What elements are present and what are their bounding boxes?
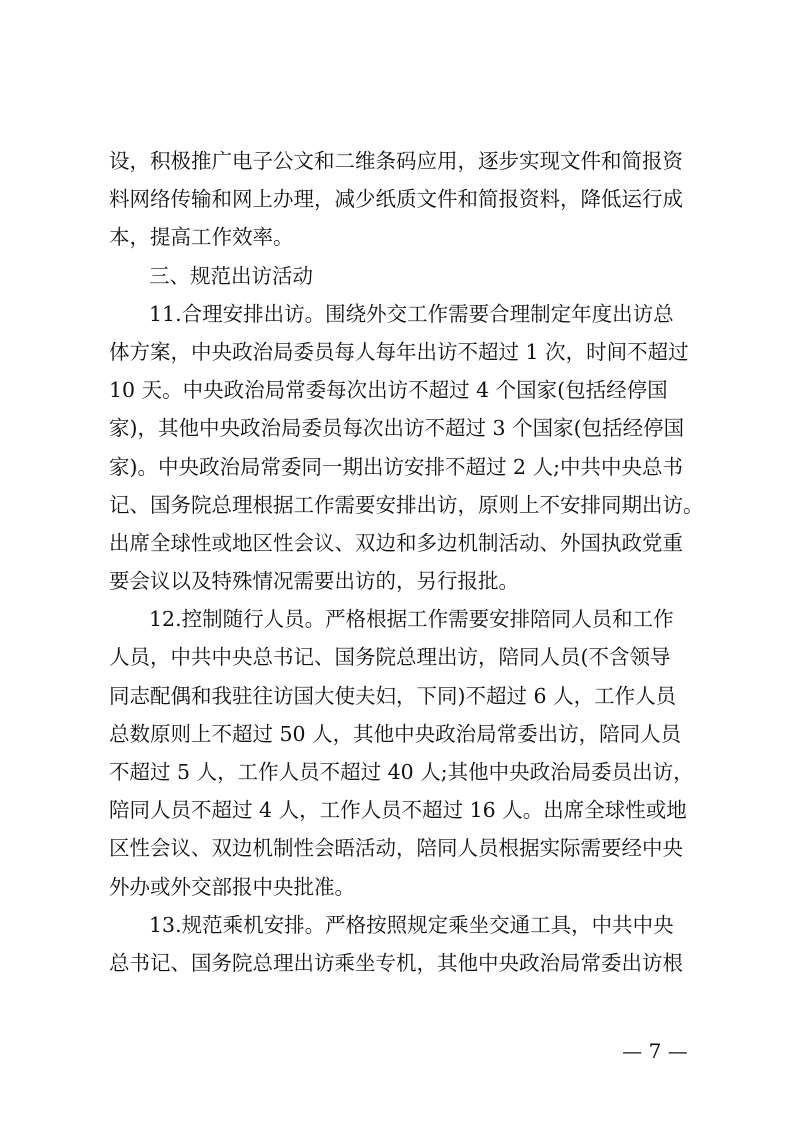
section-heading: 三、规范出访活动 (149, 263, 313, 288)
body-line: 料网络传输和网上办理，减少纸质文件和简报资料，降低运行成 (109, 187, 683, 212)
body-line: 总数原则上不超过 50 人，其他中央政治局常委出访，陪同人员 (109, 721, 682, 746)
body-line: 13.规范乘机安排。严格按照规定乘坐交通工具，中共中央 (149, 912, 674, 937)
body-line: 总书记、国务院总理出访乘坐专机，其他中央政治局常委出访根 (109, 950, 683, 975)
body-line: 外办或外交部报中央批准。 (109, 874, 355, 899)
body-line: 同志配偶和我驻往访国大使夫妇，下同)不超过 6 人，工作人员 (109, 683, 677, 708)
document-body (109, 142, 704, 982)
body-line: 本，提高工作效率。 (109, 225, 294, 250)
body-line: 家)，其他中央政治局委员每次出访不超过 3 个国家(包括经停国 (109, 416, 685, 441)
body-line: 12.控制随行人员。严格根据工作需要安排陪同人员和工作 (149, 607, 674, 632)
body-line: 陪同人员不超过 4 人，工作人员不超过 16 人。出席全球性或地 (109, 798, 687, 823)
body-line: 设，积极推广电子公文和二维条码应用，逐步实现文件和简报资 (109, 149, 683, 173)
page-number: — 7 — (622, 1039, 688, 1063)
body-line: 记、国务院总理根据工作需要安排出访，原则上不安排同期出访。 (109, 492, 704, 517)
body-line: 出席全球性或地区性会议、双边和多边机制活动、外国执政党重 (109, 530, 683, 555)
body-line: 不超过 5 人，工作人员不超过 40 人;其他中央政治局委员出访， (109, 760, 694, 784)
body-line: 10 天。中央政治局常委每次出访不超过 4 个国家(包括经停国 (109, 378, 668, 403)
body-line: 要会议以及特殊情况需要出访的，另行报批。 (109, 569, 519, 594)
body-line: 家)。中央政治局常委同一期出访安排不超过 2 人;中共中央总书 (109, 454, 683, 479)
body-line: 体方案，中央政治局委员每人每年出访不超过 1 次，时间不超过 (109, 339, 689, 364)
body-line: 区性会议、双边机制性会晤活动，陪同人员根据实际需要经中央 (109, 836, 683, 861)
body-line: 人员，中共中央总书记、国务院总理出访，陪同人员(不含领导 (109, 645, 671, 670)
body-line: 11.合理安排出访。围绕外交工作需要合理制定年度出访总 (149, 301, 674, 326)
